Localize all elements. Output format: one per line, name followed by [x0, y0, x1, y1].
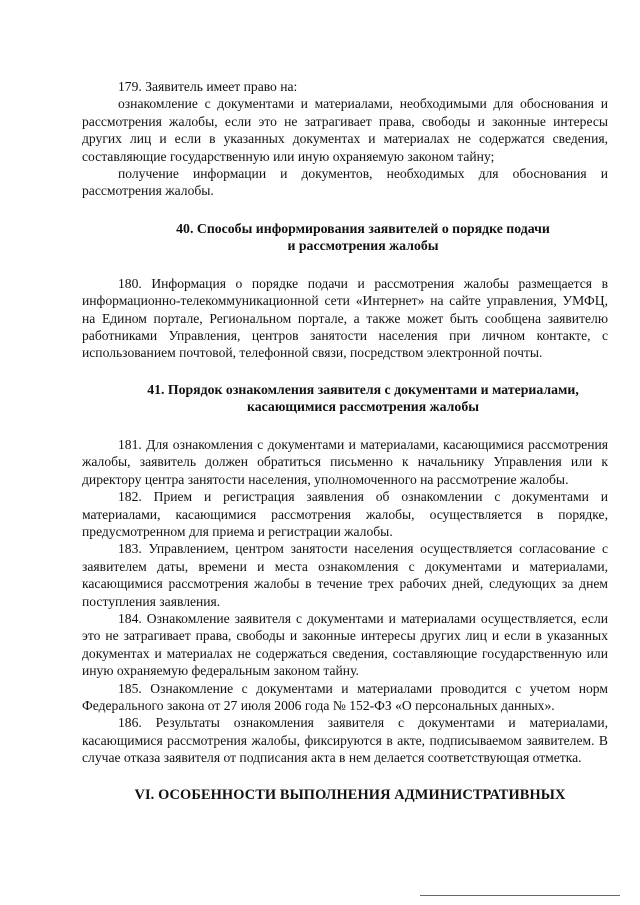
section-heading-41-line1: 41. Порядок ознакомления заявителя с документами и материалами, — [147, 381, 579, 397]
section-heading-41-line2: касающимися рассмотрения жалобы — [247, 399, 479, 415]
paragraph-179-item-b: получение информации и документов, необходимых для обоснования и рассмотрения жалобы. — [82, 166, 608, 199]
document-page — [82, 78, 608, 804]
paragraph-179-item-a: ознакомление с документами и материалами, необходимыми для обоснования и рассмотрения жалобы, если это не затрагивает права, свободы и законные интересы других лиц и если в указанных документах и материалах не содержатся сведения, составляющие государственную или иную охраняемую законом тайну; — [82, 96, 608, 164]
paragraph-182: 182. Прием и регистрация заявления об ознакомлении с документами и материалами, касающимися рассмотрения жалобы, осуществляется в порядке, предусмотренном для приема и регистрации жалобы. — [82, 489, 608, 539]
paragraph-179-intro: 179. Заявитель имеет право на: — [118, 79, 298, 94]
section-heading-41 — [82, 381, 608, 416]
paragraph-186: 186. Результаты ознакомления заявителя с документами и материалами, касающимися рассмотрения жалобы, фиксируются в акте, подписываемом заявителем. В случае отказа заявителя от подписания акта в нем делается соответствующая отметка. — [82, 715, 608, 766]
section-heading-40 — [82, 220, 608, 255]
section-heading-40-line2: и рассмотрения жалобы — [287, 238, 439, 254]
paragraph-184: 184. Ознакомление заявителя с документами и материалами осуществляется, если это не затрагивает права, свободы и законные интересы других лиц и если в указанных документах и материалах не содержаться сведения, составляющие государственную или иную охраняемую федеральным законом тайну. — [82, 610, 608, 679]
section-heading-40-line1: 40. Способы информирования заявителей о порядке подачи — [176, 220, 550, 236]
paragraph-183: 183. Управлением, центром занятости населения осуществляется согласование с заявителем даты, времени и места ознакомления с документами и материалами, касающимися рассмотрения жалобы в течение трех рабочих дней, следующих за днем поступления заявления. — [82, 541, 608, 609]
chapter-heading-vi: VI. ОСОБЕННОСТИ ВЫПОЛНЕНИЯ АДМИНИСТРАТИВНЫХ — [134, 786, 566, 803]
paragraph-181: 181. Для ознакомления с документами и материалами, касающимися рассмотрения жалобы, заявитель должен обратиться письменно к начальнику Управления или к директору центра занятости населения, уполномоченного на рассмотрение жалобы. — [82, 436, 608, 487]
paragraph-185: 185. Ознакомление с документами и материалами проводится с учетом норм Федерального закона от 27 июля 2006 года № 152-ФЗ «О персональных данных». — [82, 680, 608, 713]
page-bottom-rule — [420, 895, 620, 896]
paragraph-180: 180. Информация о порядке подачи и рассмотрения жалобы размещается в информационно-телекоммуникационной сети «Интернет» на сайте управления, УМФЦ, на Едином портале, Региональном портале, а также может быть сообщена заявителю работниками Управления, центров занятости населения при личном контакте, с использованием почтовой, телефонной связи, посредством электронной почты. — [82, 275, 608, 361]
